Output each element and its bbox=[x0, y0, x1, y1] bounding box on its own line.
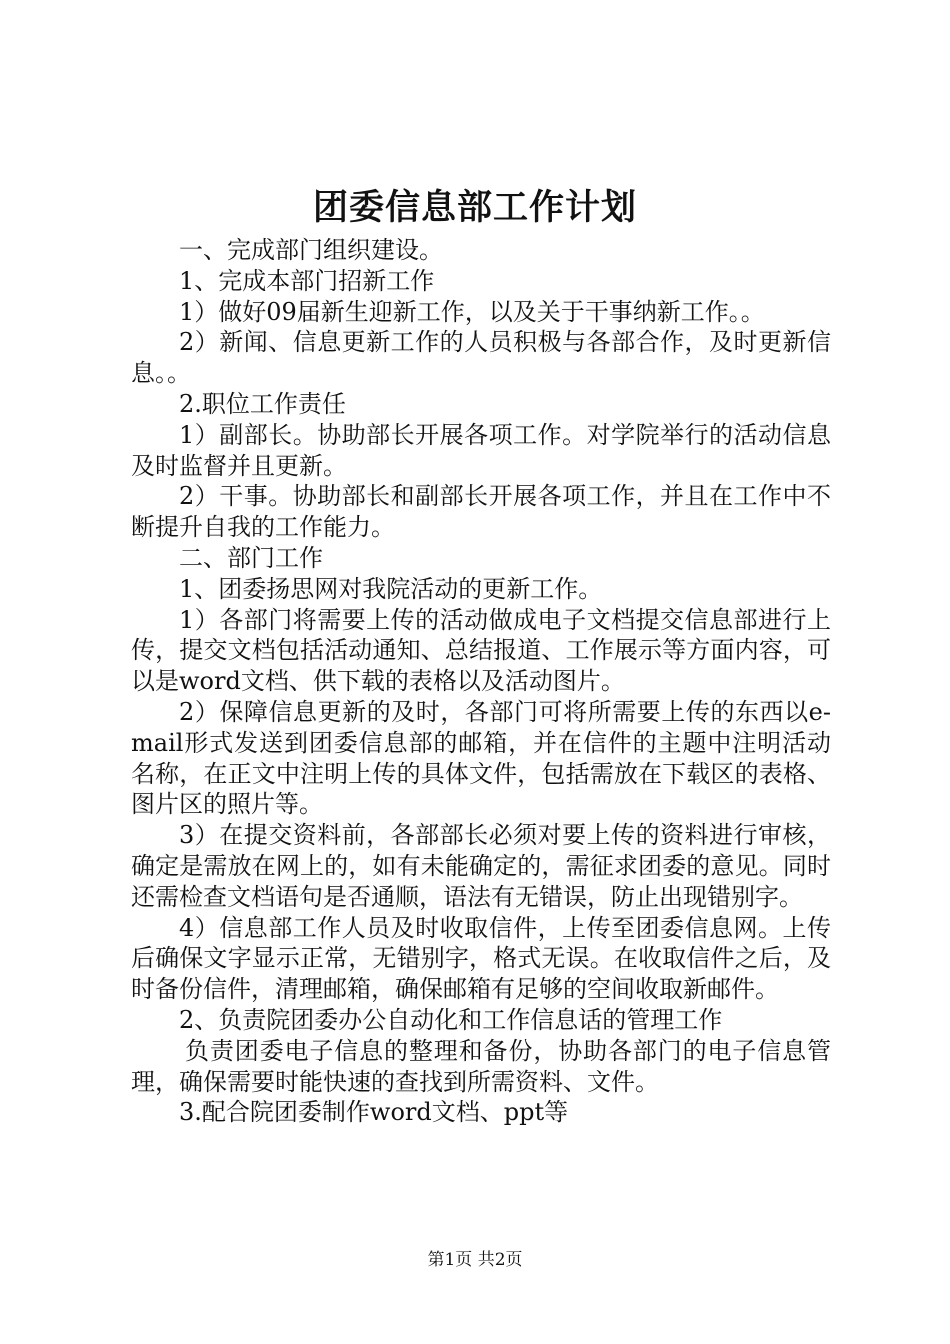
paragraph: 2）新闻、信息更新工作的人员积极与各部合作，及时更新信息。。 bbox=[131, 328, 831, 388]
paragraph: 4）信息部工作人员及时收取信件，上传至团委信息网。上传后确保文字显示正常，无错别字，格式无误。在收取信件之后，及时备份信件，清理邮箱，确保邮箱有足够的空间收取新邮件。 bbox=[131, 913, 831, 1004]
paragraph: 1）做好09届新生迎新工作，以及关于干事纳新工作。。 bbox=[179, 297, 765, 326]
paragraph: 3.配合院团委制作word文档、ppt等 bbox=[179, 1098, 569, 1127]
paragraph: 3）在提交资料前，各部部长必须对要上传的资料进行审核，确定是需放在网上的，如有未能确定的，需征求团委的意见。同时还需检查文档语句是否通顺，语法有无错误，防止出现错别字。 bbox=[131, 821, 831, 911]
paragraph: 二、部门工作 bbox=[179, 543, 323, 572]
paragraph: 2）干事。协助部长和副部长开展各项工作，并且在工作中不断提升自我的工作能力。 bbox=[131, 482, 831, 542]
document-body bbox=[131, 235, 831, 1128]
paragraph: 1）副部长。协助部长开展各项工作。对学院举行的活动信息及时监督并且更新。 bbox=[131, 420, 831, 480]
paragraph: 2、负责院团委办公自动化和工作信息话的管理工作 bbox=[179, 1005, 723, 1034]
paragraph: 2.职位工作责任 bbox=[179, 389, 346, 418]
paragraph: 一、完成部门组织建设。 bbox=[179, 236, 443, 264]
paragraph: 1、完成本部门招新工作 bbox=[179, 266, 435, 295]
paragraph: 1、团委扬思网对我院活动的更新工作。 bbox=[179, 574, 603, 603]
paragraph: 2）保障信息更新的及时，各部门可将所需要上传的东西以e-mail形式发送到团委信息部的邮箱，并在信件的主题中注明活动名称，在正文中注明上传的具体文件，包括需放在下载区的表格、图片区的照片等。 bbox=[131, 697, 831, 819]
paragraph: 1）各部门将需要上传的活动做成电子文档提交信息部进行上传，提交文档包括活动通知、总结报道、工作展示等方面内容，可以是word文档、供下载的表格以及活动图片。 bbox=[131, 605, 831, 696]
document-title: 团委信息部工作计划 bbox=[312, 187, 637, 228]
paragraph: 负责团委电子信息的整理和备份，协助各部门的电子信息管理，确保需要时能快速的查找到所需资料、文件。 bbox=[131, 1036, 831, 1096]
page-footer: 第1页 共2页 bbox=[427, 1250, 523, 1270]
